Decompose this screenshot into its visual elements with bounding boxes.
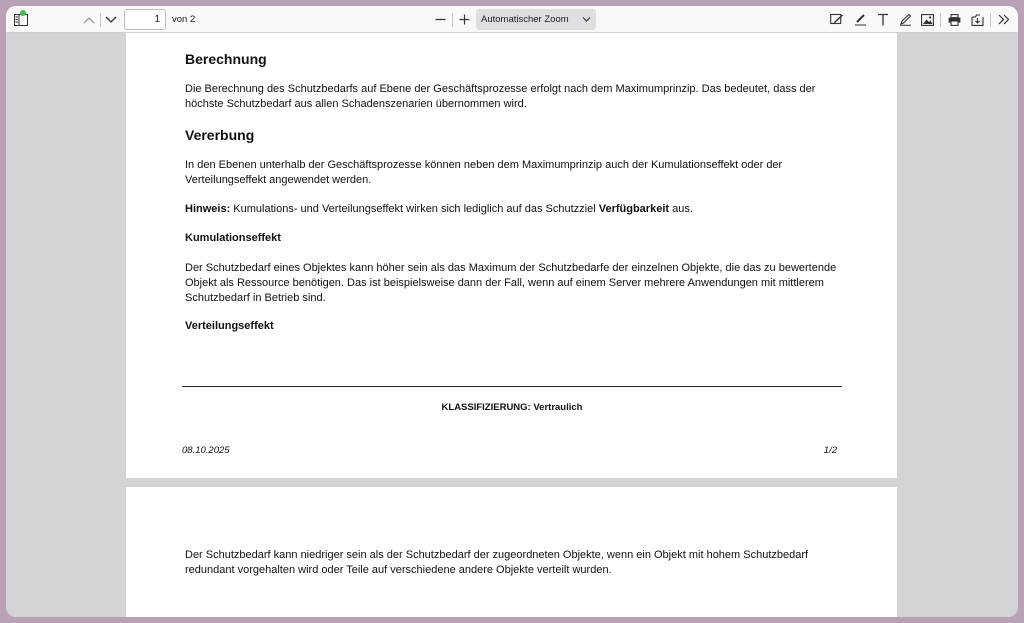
zoom-out-button[interactable] bbox=[431, 6, 449, 33]
previous-page-button[interactable] bbox=[80, 6, 98, 33]
classification-label: KLASSIFIZIERUNG: Vertraulich bbox=[441, 402, 583, 413]
status-dot bbox=[20, 10, 26, 16]
zoom-out-icon bbox=[435, 14, 446, 25]
save-icon bbox=[971, 14, 984, 26]
heading-vererbung: Vererbung bbox=[185, 127, 255, 143]
pdf-page-1 bbox=[126, 33, 897, 478]
print-icon bbox=[948, 14, 961, 26]
more-tools-button[interactable] bbox=[994, 6, 1014, 33]
heading-kumulationseffekt: Kumulationseffekt bbox=[185, 232, 281, 244]
text-icon bbox=[877, 13, 889, 26]
pdf-page-2 bbox=[126, 487, 897, 617]
add-text-button[interactable] bbox=[874, 6, 892, 33]
zoom-select-label: Automatischer Zoom bbox=[481, 14, 569, 25]
footer-date: 08.10.2025 bbox=[182, 445, 230, 456]
separator bbox=[990, 13, 991, 27]
highlight-button[interactable] bbox=[851, 6, 869, 33]
next-page-button[interactable] bbox=[102, 6, 120, 33]
comment-icon bbox=[830, 13, 844, 26]
hint-end: aus. bbox=[669, 203, 693, 215]
draw-icon bbox=[899, 13, 912, 26]
chevron-down-icon bbox=[582, 9, 591, 30]
arrow-down-icon bbox=[105, 16, 117, 24]
image-icon bbox=[921, 14, 934, 26]
zoom-select[interactable] bbox=[476, 9, 596, 30]
heading-verteilungseffekt: Verteilungseffekt bbox=[185, 320, 274, 332]
paragraph-kumulationseffekt: Der Schutzbedarf eines Objektes kann höher sein als das Maximum der Schutzbedarfe der einzelnen Objekte, die das zu bewertende Objekt als Ressource benötigen. Das ist beispielsweise dann der Fall, wenn auf einem Server mehrere Anwendungen mit mittlerem Schutzbedarf in Betrieb sind. bbox=[185, 262, 837, 304]
paragraph-berechnung: Die Berechnung des Schutzbedarfs auf Ebene der Geschäftsprozesse erfolgt nach dem Maximumprinzip. Das bedeutet, dass der höchste Schutzbedarf aus allen Schadenszenarien übernommen wird. bbox=[185, 83, 816, 110]
add-image-button[interactable] bbox=[918, 6, 936, 33]
more-tools-icon bbox=[998, 14, 1010, 25]
separator bbox=[100, 13, 101, 27]
heading-berechnung: Berechnung bbox=[185, 51, 267, 67]
footer-rule bbox=[182, 386, 842, 387]
toolbar bbox=[6, 6, 1018, 33]
hint-label: Hinweis: bbox=[185, 203, 231, 215]
save-button[interactable] bbox=[968, 6, 986, 33]
print-button[interactable] bbox=[945, 6, 963, 33]
zoom-in-icon bbox=[459, 14, 470, 25]
pdf-viewer-window bbox=[6, 6, 1018, 617]
paragraph-page2: Der Schutzbedarf kann niedriger sein als der Schutzbedarf der zugeordneten Objekte, wenn ein Objekt mit hohem Schutzbedarf redundant vorgehalten wird oder Teile auf verschiedene andere Objekte verteilt wurden. bbox=[185, 549, 809, 576]
comment-button[interactable] bbox=[828, 6, 846, 33]
page-count-label: von 2 bbox=[172, 14, 196, 25]
paragraph-vererbung: In den Ebenen unterhalb der Geschäftsprozesse können neben dem Maximumprinzip auch der Kumulationseffekt oder der Verteilungseffekt angewendet werden. bbox=[185, 159, 783, 186]
paragraph-hinweis bbox=[185, 202, 845, 217]
document-viewer[interactable] bbox=[6, 33, 1018, 617]
arrow-up-icon bbox=[83, 16, 95, 24]
separator bbox=[452, 13, 453, 27]
page-number-input[interactable]: 1 bbox=[124, 9, 166, 30]
hint-text: Kumulations- und Verteilungseffekt wirken sich lediglich auf das Schutzziel bbox=[230, 203, 599, 215]
footer-page-number: 1/2 bbox=[823, 445, 837, 456]
separator bbox=[940, 13, 941, 27]
hint-bold: Verfügbarkeit bbox=[598, 203, 670, 215]
zoom-in-button[interactable] bbox=[455, 6, 473, 33]
highlight-icon bbox=[854, 13, 867, 26]
draw-button[interactable] bbox=[896, 6, 914, 33]
